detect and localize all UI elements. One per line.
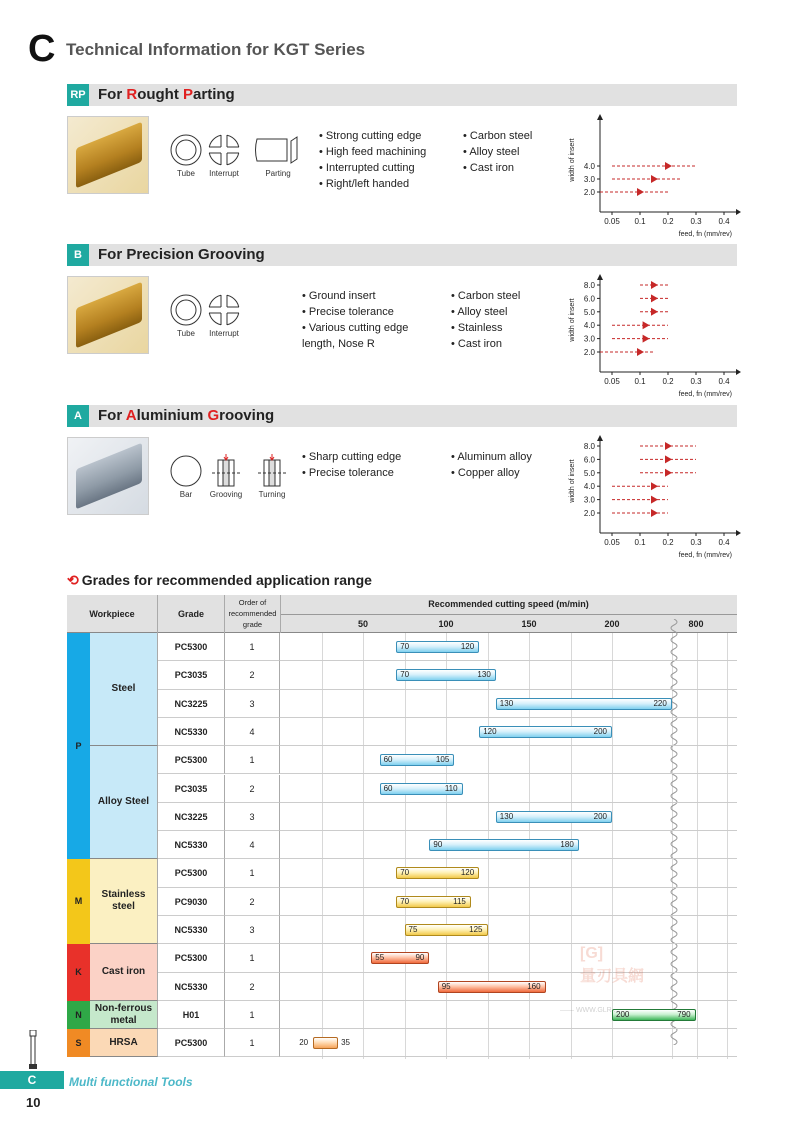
x-tick-label: 0.1 <box>634 538 646 547</box>
icon-label: Interrupt <box>209 329 239 338</box>
grade-cell: PC3035 <box>158 775 225 803</box>
material-list <box>451 288 520 352</box>
feature-item: • Ground insert <box>302 288 442 304</box>
feed-chart <box>564 114 744 244</box>
speed-max-label: 90 <box>415 953 425 963</box>
speed-cell <box>280 888 737 916</box>
section-header <box>67 244 737 266</box>
section-badge: A <box>67 405 89 427</box>
y-axis-arrow <box>597 114 603 120</box>
x-tick-label: 0.4 <box>718 377 730 386</box>
speed-min-label: 70 <box>400 642 410 651</box>
recommended-feed-marker <box>643 335 650 343</box>
order-cell: 2 <box>225 661 280 689</box>
feature-item: • Various cutting edge length, Nose R <box>302 320 442 352</box>
grade-cell: PC5300 <box>158 633 225 661</box>
recommended-feed-marker <box>637 188 644 196</box>
order-cell: 3 <box>225 690 280 718</box>
speed-range-bar <box>429 839 578 851</box>
title-part: ought <box>137 86 184 103</box>
section-header <box>67 405 737 427</box>
header-workpiece: Workpiece <box>67 595 158 633</box>
order-cell: 3 <box>225 803 280 831</box>
section-title <box>98 246 265 263</box>
title-part: rooving <box>219 407 275 424</box>
speed-range-bar <box>396 669 496 681</box>
y-tick-label: 3.0 <box>583 334 595 344</box>
speed-max-label: 115 <box>453 896 466 906</box>
order-cell: 4 <box>225 718 280 746</box>
watermark-url: —— WWW.GLR... <box>560 1007 618 1014</box>
title-part: A <box>125 407 137 424</box>
speed-range-bar <box>612 1009 696 1021</box>
feed-chart <box>564 435 744 565</box>
tube-inner <box>176 300 196 320</box>
x-tick-label: 0.05 <box>604 377 620 386</box>
interrupt-icon <box>206 133 242 178</box>
material-item: • Stainless <box>451 320 520 336</box>
insert-body <box>76 122 142 189</box>
recommended-feed-marker <box>651 308 658 316</box>
speed-min-label: 95 <box>441 981 451 991</box>
speed-min-label: 90 <box>433 840 443 850</box>
feed-chart <box>564 274 744 404</box>
x-axis-label: feed, fn (mm/rev) <box>678 552 732 559</box>
title-part: G <box>207 407 220 424</box>
recommended-feed-marker <box>665 162 672 170</box>
x-tick-label: 0.2 <box>662 377 674 386</box>
speed-max-label: 35 <box>341 1038 350 1048</box>
speed-max-label: 130 <box>477 670 491 680</box>
title-part: R <box>126 86 138 103</box>
speed-min-label: 130 <box>499 698 514 708</box>
tube-icon <box>168 133 204 178</box>
icon-label: Tube <box>177 169 195 178</box>
y-axis-label: width of insert <box>569 138 576 182</box>
speed-cell <box>280 775 737 803</box>
footer-tab[interactable]: C <box>0 1071 64 1089</box>
grade-cell: NC5330 <box>158 916 225 944</box>
interrupt-icon <box>206 293 242 338</box>
x-tick-label: 0.3 <box>690 217 702 226</box>
cycle-icon: ⟲ <box>67 572 79 588</box>
icon-label: Tube <box>177 329 195 338</box>
feature-list <box>319 128 426 192</box>
x-tick-label: 0.3 <box>690 538 702 547</box>
order-cell: 2 <box>225 888 280 916</box>
watermark <box>580 945 644 986</box>
material-item: • Cast iron <box>463 160 532 176</box>
speed-min-label: 200 <box>616 1009 630 1019</box>
x-tick-label: 0.1 <box>634 217 646 226</box>
insert-photo <box>67 276 149 354</box>
recommended-feed-marker <box>665 442 672 450</box>
order-cell: 3 <box>225 916 280 944</box>
speed-cell <box>280 944 737 972</box>
speed-tick-label: 800 <box>688 619 704 629</box>
x-axis-label: feed, fn (mm/rev) <box>678 391 732 398</box>
material-item: • Carbon steel <box>463 128 532 144</box>
y-axis-label: width of insert <box>569 298 576 342</box>
y-tick-label: 8.0 <box>583 281 595 290</box>
recommended-feed-marker <box>643 321 650 329</box>
application-icons <box>168 133 318 193</box>
title-part: luminium <box>136 407 208 424</box>
x-tick-label: 0.1 <box>634 377 646 386</box>
speed-max-label: 110 <box>444 783 458 793</box>
feature-list <box>302 449 401 481</box>
x-tick-label: 0.4 <box>718 538 730 547</box>
material-item: • Carbon steel <box>451 288 520 304</box>
insert-body <box>76 443 142 510</box>
speed-range-bar <box>396 896 471 908</box>
speed-range-bar <box>396 641 479 653</box>
workpiece-cell: HRSA <box>90 1029 158 1057</box>
feature-item: • Strong cutting edge <box>319 128 426 144</box>
y-tick-label: 3.0 <box>583 495 595 505</box>
feed-chart-svg <box>564 114 744 244</box>
y-tick-label: 2.0 <box>583 188 595 197</box>
insert-photo <box>67 116 149 194</box>
icon-label: Turning <box>258 490 286 499</box>
feature-list <box>302 288 442 352</box>
x-tick-label: 0.05 <box>604 217 620 226</box>
icon-label: Bar <box>179 490 193 499</box>
speed-min-label: 75 <box>408 925 418 934</box>
grades-title <box>67 572 372 589</box>
iso-group-cell: N <box>67 1001 90 1029</box>
grades-table <box>67 595 737 1059</box>
order-cell: 1 <box>225 746 280 774</box>
order-cell: 1 <box>225 633 280 661</box>
tube-inner <box>176 140 196 160</box>
title-part: For <box>98 407 126 424</box>
section-badge: B <box>67 244 89 266</box>
grade-cell: NC5330 <box>158 973 225 1001</box>
material-item: • Cast iron <box>451 336 520 352</box>
x-tick-label: 0.2 <box>662 217 674 226</box>
watermark-mark: [G] <box>580 945 604 962</box>
y-tick-label: 6.0 <box>583 294 595 304</box>
page-letter: C <box>28 28 56 70</box>
speed-range-bar <box>380 783 463 795</box>
tool-holder-icon <box>27 1030 39 1070</box>
section-header <box>67 84 737 106</box>
title-part: For Precision Grooving <box>98 246 265 263</box>
speed-tick-label: 100 <box>438 619 454 629</box>
grade-cell: PC5300 <box>158 944 225 972</box>
y-tick-label: 4.0 <box>583 321 595 331</box>
speed-max-label: 125 <box>469 925 483 934</box>
grade-cell: NC3225 <box>158 803 225 831</box>
iso-group-cell: K <box>67 944 90 1001</box>
header-separator <box>280 595 281 633</box>
speed-max-label: 200 <box>593 811 607 821</box>
grade-cell: PC5300 <box>158 746 225 774</box>
title-part: F <box>98 86 108 103</box>
x-axis-arrow <box>736 530 741 536</box>
grade-cell: PC9030 <box>158 888 225 916</box>
speed-tick-label: 200 <box>604 619 620 629</box>
recommended-feed-marker <box>651 175 658 183</box>
material-item: • Alloy steel <box>451 304 520 320</box>
feature-item: • Right/left handed <box>319 176 426 192</box>
grade-cell: NC3225 <box>158 690 225 718</box>
order-cell: 1 <box>225 944 280 972</box>
section-title <box>98 407 274 424</box>
grade-cell: H01 <box>158 1001 225 1029</box>
workpiece-cell: Non-ferrous metal <box>90 1001 158 1029</box>
y-tick-label: 6.0 <box>583 455 595 465</box>
feature-item: • Interrupted cutting <box>319 160 426 176</box>
order-cell: 1 <box>225 1001 280 1029</box>
recommended-feed-marker <box>651 294 658 302</box>
speed-min-label: 70 <box>400 896 410 906</box>
speed-cell <box>280 916 737 944</box>
speed-range-bar <box>496 698 672 710</box>
order-cell: 2 <box>225 775 280 803</box>
bar-circle <box>171 456 201 486</box>
recommended-feed-marker <box>665 469 672 477</box>
speed-min-label: 60 <box>383 783 393 793</box>
speed-cell <box>280 859 737 887</box>
y-tick-label: 4.0 <box>583 482 595 492</box>
speed-max-label: 790 <box>677 1009 691 1019</box>
feature-item: • Precise tolerance <box>302 465 401 481</box>
speed-cell <box>280 746 737 774</box>
grades-title-text: Grades for recommended application range <box>81 572 372 588</box>
icon-label: Grooving <box>209 490 243 499</box>
speed-range-bar <box>380 754 455 766</box>
x-tick-label: 0.3 <box>690 377 702 386</box>
grooving-icon <box>208 454 244 499</box>
iso-group-cell: P <box>67 633 90 859</box>
icon-label: Parting <box>265 169 291 178</box>
speed-max-label: 120 <box>460 642 475 651</box>
speed-cell <box>280 661 737 689</box>
recommended-feed-marker <box>651 281 658 289</box>
speed-min-label: 60 <box>383 755 393 765</box>
parting-disc <box>291 137 297 163</box>
speed-tick-label: 150 <box>521 619 537 629</box>
tube-icon <box>168 293 204 338</box>
title-part: P <box>183 86 194 103</box>
order-cell: 4 <box>225 831 280 859</box>
workpiece-cell: Steel <box>90 633 158 746</box>
header-grade: Grade <box>158 595 225 633</box>
x-axis-arrow <box>736 369 741 375</box>
x-tick-label: 0.2 <box>662 538 674 547</box>
speed-range-bar <box>396 867 479 879</box>
parting-icon <box>253 133 303 178</box>
section-badge: RP <box>67 84 89 106</box>
speed-min-label: 70 <box>400 670 410 680</box>
speed-axis-line <box>280 614 737 615</box>
feature-item: • Precise tolerance <box>302 304 442 320</box>
application-icons <box>168 293 318 353</box>
x-tick-label: 0.05 <box>604 538 620 547</box>
page-number: 10 <box>26 1095 41 1110</box>
speed-range-bar <box>405 924 488 936</box>
section-title <box>98 86 235 103</box>
y-tick-label: 2.0 <box>583 509 595 518</box>
material-item: • Copper alloy <box>451 465 532 481</box>
footer-text: Multi functional Tools <box>69 1075 193 1089</box>
material-list <box>463 128 532 176</box>
workpiece-cell: Cast iron <box>90 944 158 1001</box>
application-icons <box>168 454 318 514</box>
y-tick-label: 8.0 <box>583 442 595 451</box>
feed-chart-svg <box>564 435 744 565</box>
insert-photo <box>67 437 149 515</box>
page-title: Technical Information for KGT Series <box>66 40 366 59</box>
title-part: or <box>107 86 127 103</box>
y-axis-arrow <box>597 274 603 280</box>
speed-min-label: 20 <box>299 1038 309 1048</box>
workpiece-cell: Alloy Steel <box>90 746 158 859</box>
iso-group-cell: S <box>67 1029 90 1057</box>
recommended-feed-marker <box>651 482 658 490</box>
y-axis-label: width of insert <box>569 459 576 503</box>
y-axis-arrow <box>597 435 603 441</box>
material-item: • Aluminum alloy <box>451 449 532 465</box>
recommended-feed-marker <box>637 348 644 356</box>
speed-range-bar <box>496 811 612 823</box>
speed-max-label: 180 <box>560 840 574 850</box>
iso-group-cell: M <box>67 859 90 944</box>
grade-cell: PC3035 <box>158 661 225 689</box>
recommended-feed-marker <box>665 455 672 463</box>
grade-cell: PC5300 <box>158 859 225 887</box>
y-tick-label: 3.0 <box>583 175 595 184</box>
speed-max-label: 220 <box>653 698 667 708</box>
speed-range-bar <box>438 981 546 993</box>
recommended-feed-marker <box>651 509 658 517</box>
feature-item: • High feed machining <box>319 144 426 160</box>
speed-cell <box>280 633 737 661</box>
speed-range-bar <box>371 952 429 964</box>
order-cell: 1 <box>225 859 280 887</box>
header-order: Order of recommended grade <box>228 598 277 629</box>
speed-min-label: 120 <box>483 726 497 736</box>
speed-max-label: 105 <box>435 755 450 765</box>
order-cell: 2 <box>225 973 280 1001</box>
x-tick-label: 0.4 <box>718 217 730 226</box>
bar-icon <box>168 454 204 499</box>
speed-max-label: 120 <box>460 868 475 878</box>
parting-bar <box>256 139 288 161</box>
material-list <box>451 449 532 481</box>
speed-range-bar <box>313 1037 338 1049</box>
feature-item: • Sharp cutting edge <box>302 449 401 465</box>
recommended-feed-marker <box>651 496 658 504</box>
order-cell: 1 <box>225 1029 280 1057</box>
y-tick-label: 5.0 <box>583 307 595 317</box>
grade-cell: NC5330 <box>158 831 225 859</box>
speed-range-bar <box>479 726 612 738</box>
speed-min-label: 70 <box>400 868 410 878</box>
insert-body <box>76 282 142 349</box>
icon-label: Interrupt <box>209 169 239 178</box>
speed-max-label: 160 <box>527 981 541 991</box>
speed-max-label: 200 <box>593 726 607 736</box>
grade-cell: NC5330 <box>158 718 225 746</box>
speed-tick-label: 50 <box>357 619 368 629</box>
y-tick-label: 5.0 <box>583 468 595 478</box>
grade-cell: PC5300 <box>158 1029 225 1057</box>
x-axis-arrow <box>736 209 741 215</box>
workpiece-cell: Stainless steel <box>90 859 158 944</box>
speed-min-label: 130 <box>499 811 514 821</box>
turning-icon <box>254 454 290 499</box>
feed-chart-svg <box>564 274 744 404</box>
title-part: arting <box>193 86 235 103</box>
y-tick-label: 2.0 <box>583 348 595 357</box>
speed-min-label: 55 <box>375 953 385 963</box>
x-axis-label: feed, fn (mm/rev) <box>678 231 732 238</box>
y-tick-label: 4.0 <box>583 162 595 171</box>
header-speed: Recommended cutting speed (m/min) <box>428 599 589 609</box>
watermark-text: 量刃具網 <box>580 968 645 985</box>
material-item: • Alloy steel <box>463 144 532 160</box>
